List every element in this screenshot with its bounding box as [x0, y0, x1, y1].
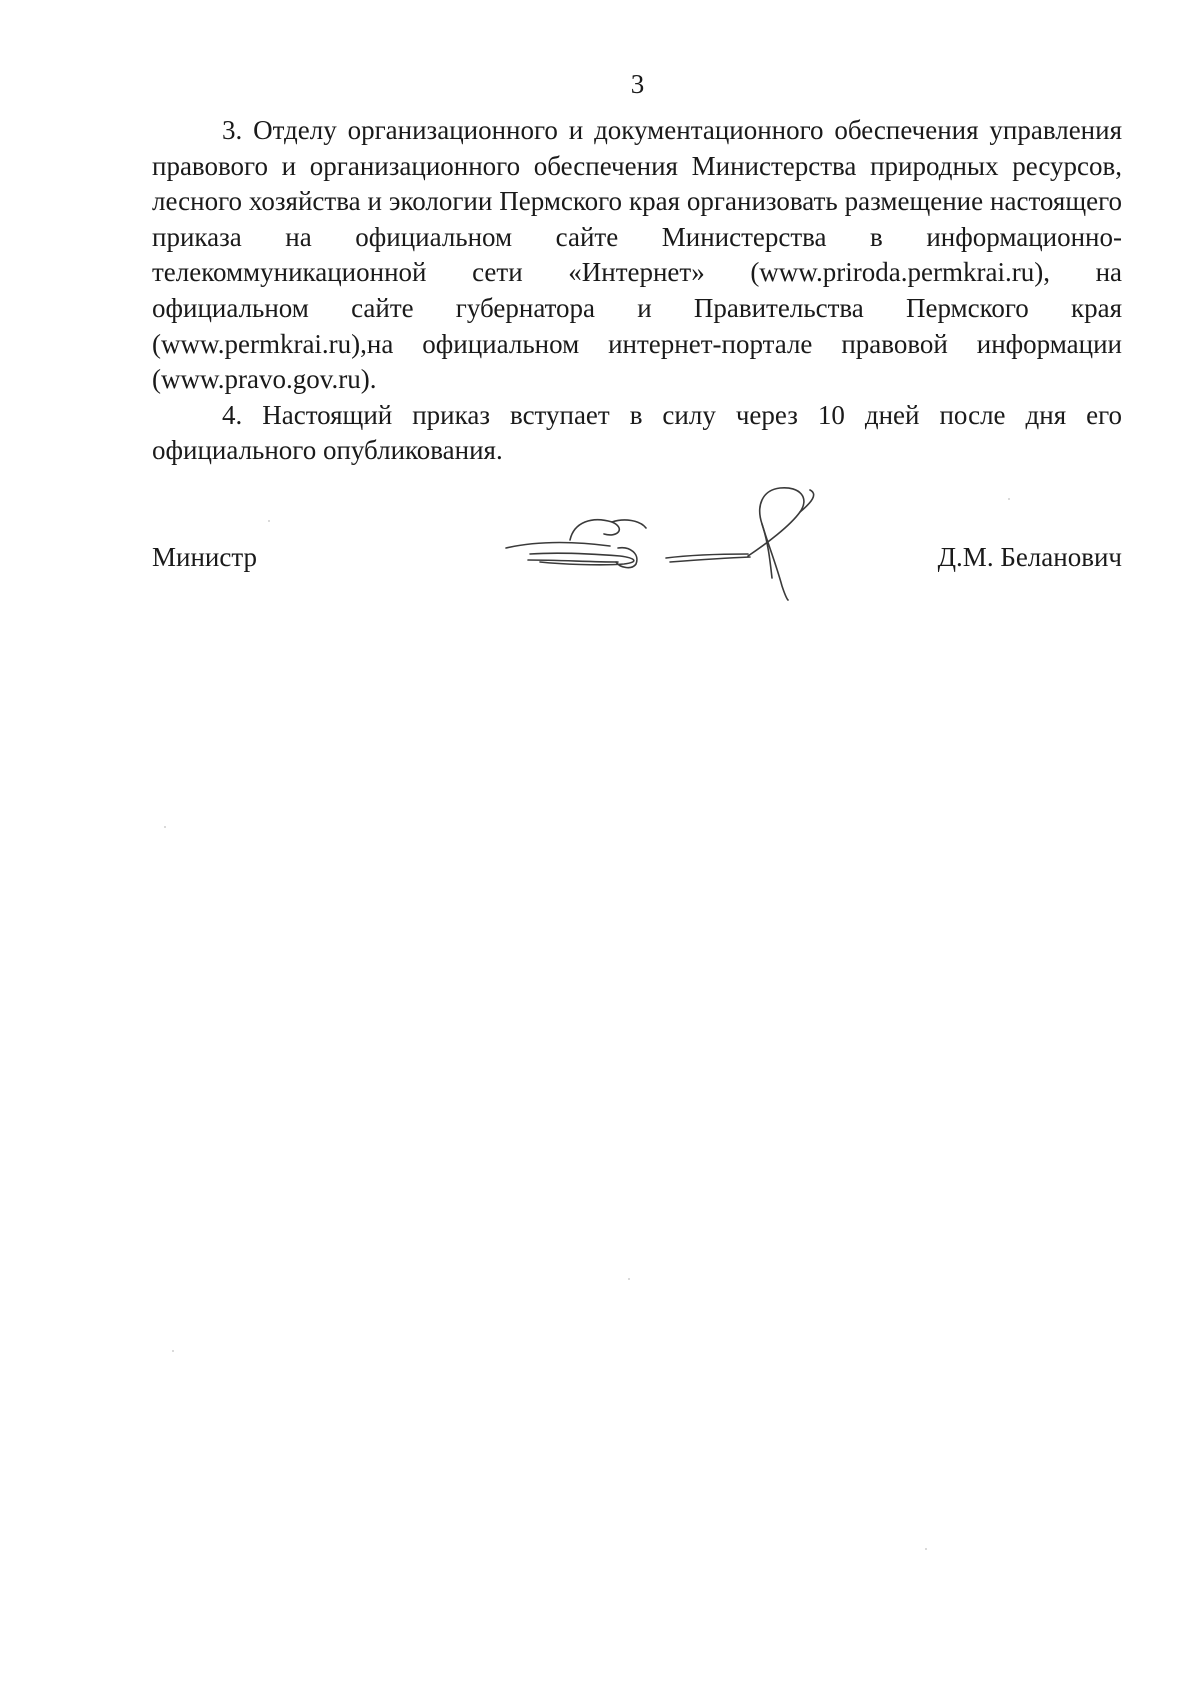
- position-title: Министр: [152, 542, 257, 572]
- scan-speck: [164, 826, 166, 828]
- paragraph-4: 4. Настоящий приказ вступает в силу через 10 дней после дня его официального опубликования.: [152, 399, 1122, 466]
- page-number: 3: [630, 69, 645, 99]
- scan-speck: [925, 1548, 927, 1550]
- scan-speck: [172, 1350, 174, 1352]
- scan-speck: [268, 520, 270, 522]
- paragraph-3: 3. Отделу организационного и документационного обеспечения управления правового и организационного обеспечения Министерства природных ресурсов, лесного хозяйства и экологии Пермского края организовать размещение настоящего приказа на официальном сайте Министерства в информационно-телекоммуникационной сети «Интернет» (www.priroda.permkrai.ru), на официальном сайте губернатора и Правительства Пермского края (www.permkrai.ru),на официальном интернет-портале правовой информации (www.pravo.gov.ru).: [152, 115, 1122, 395]
- handwritten-signature: [500, 482, 840, 602]
- signer-name: Д.М. Беланович: [937, 542, 1122, 572]
- scan-speck: [1008, 498, 1010, 500]
- scan-speck: [628, 1278, 630, 1280]
- document-body: [152, 113, 1122, 469]
